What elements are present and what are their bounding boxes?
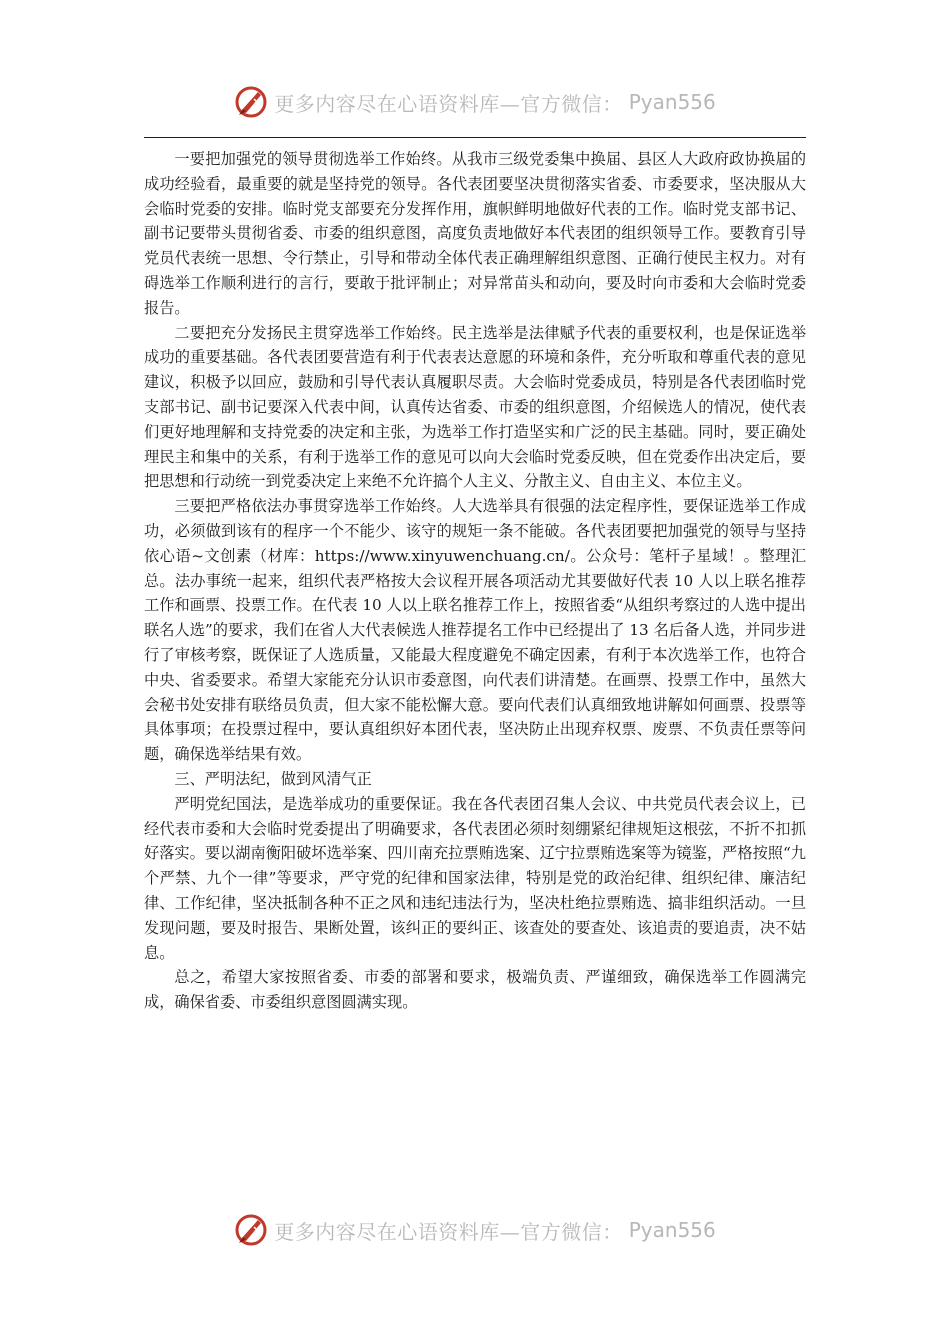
- quill-logo-icon: [234, 85, 268, 119]
- footer-banner-text: 更多内容尽在心语资料库—官方微信：: [274, 1219, 623, 1244]
- footer-wechat-id: Pyan556: [628, 1218, 716, 1242]
- paragraph: 三要把严格依法办事贯穿选举工作始终。人大选举具有很强的法定程序性，要保证选举工作成功，必须做到该有的程序一个不能少、该守的规矩一条不能破。各代表团要把加强党的领导与坚持依心语~文创素（材库：https://www.xinyuwenchuang.cn/。公众号：笔杆子星域！。整理汇总。法办事统一起来，组织代表严格按大会议程开展各项活动尤其要做好代表 10 人以上联名推荐工作和画票、投票工作。在代表 10 人以上联名推荐工作上，按照省委“从组织考察过的人选中提出联名人选”的要求，我们在省人大代表候选人推荐提名工作中已经提出了 13 名后备人选，并同步进行了审核考察，既保证了人选质量，又能最大程度避免不确定因素，有利于本次选举工作，也符合中央、省委要求。希望大家能充分认识市委意图，向代表们讲清楚。在画票、投票工作中，虽然大会秘书处安排有联络员负责，但大家不能松懈大意。要向代表们认真细致地讲解如何画票、投票等具体事项；在投票过程中，要认真组织好本团代表，坚决防止出现弃权票、废票、不负责任票等问题，确保选举结果有效。: [144, 497, 806, 764]
- paragraph: 总之，希望大家按照省委、市委的部署和要求，极端负责、严谨细致，确保选举工作圆满完成，确保省委、市委组织意图圆满实现。: [144, 968, 806, 1012]
- paragraph: 二要把充分发扬民主贯穿选举工作始终。民主选举是法律赋予代表的重要权利，也是保证选举成功的重要基础。各代表团要营造有利于代表表达意愿的环境和条件，充分听取和尊重代表的意见建议，积极予以回应，鼓励和引导代表认真履职尽责。大会临时党委成员，特别是各代表团临时党支部书记、副书记要深入代表中间，认真传达省委、市委的组织意图，介绍候选人的情况，使代表们更好地理解和支持党委的决定和主张，为选举工作打造坚实和广泛的民主基础。同时，要正确处理民主和集中的关系，有利于选举工作的意见可以向大会临时党委反映，但在党委作出决定后，要把思想和行动统一到党委决定上来绝不允许搞个人主义、分散主义、自由主义、本位主义。: [144, 323, 806, 491]
- header-divider: [144, 137, 806, 138]
- section-heading: 三、严明法纪，做到风清气正: [174, 769, 372, 788]
- paragraph: 严明党纪国法，是选举成功的重要保证。我在各代表团召集人会议、中共党员代表会议上，已经代表市委和大会临时党委提出了明确要求，各代表团必须时刻绷紧纪律规矩这根弦，不折不扣抓好落实。要以湖南衡阳破坏选举案、四川南充拉票贿选案、辽宁拉票贿选案等为镜鉴，严格按照“九个严禁、九个一律”等要求，严守党的纪律和国家法律，特别是党的政治纪律、组织纪律、廉洁纪律、工作纪律，坚决抵制各种不正之风和违纪违法行为，坚决杜绝拉票贿选、搞非组织活动。一旦发现问题，要及时报告、果断处置，该纠正的要纠正、该查处的要查处、该追责的要追责，决不姑息。: [144, 794, 806, 962]
- footer-banner: [0, 1210, 950, 1250]
- header-wechat-id: Pyan556: [628, 90, 716, 114]
- header-banner-text: 更多内容尽在心语资料库—官方微信：: [274, 91, 623, 116]
- document-body: [144, 147, 806, 1015]
- paragraph: 一要把加强党的领导贯彻选举工作始终。从我市三级党委集中换届、县区人大政府政协换届的成功经验看，最重要的就是坚持党的领导。各代表团要坚决贯彻落实省委、市委要求，坚决服从大会临时党委的安排。临时党支部要充分发挥作用，旗帜鲜明地做好代表的工作。临时党支部书记、副书记要带头贯彻省委、市委的组织意图，高度负责地做好本代表团的组织领导工作。要教育引导党员代表统一思想、令行禁止，引导和带动全体代表正确理解组织意图、正确行使民主权力。对有碍选举工作顺利进行的言行，要敢于批评制止；对异常苗头和动向，要及时向市委和大会临时党委报告。: [144, 150, 806, 317]
- header-banner: [0, 82, 950, 122]
- quill-logo-icon: [234, 1213, 268, 1247]
